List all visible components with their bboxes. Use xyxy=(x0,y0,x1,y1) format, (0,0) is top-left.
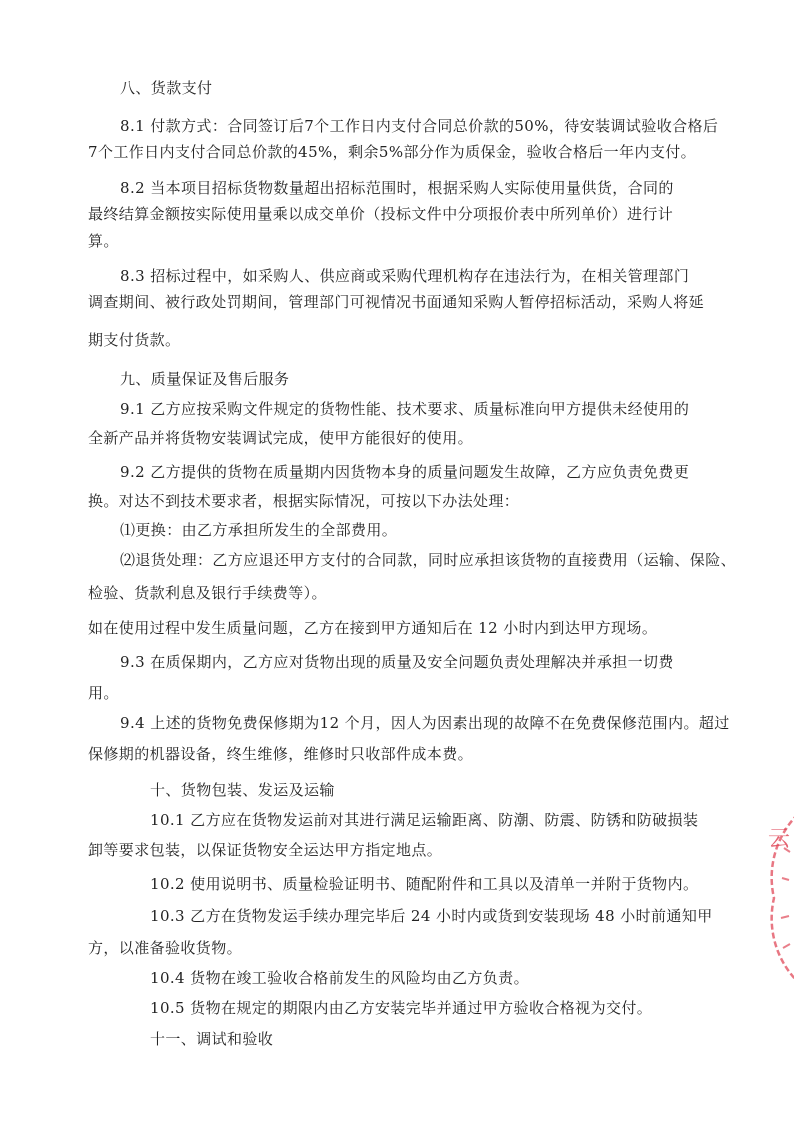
section-11-heading: 十一、调试和验收 xyxy=(150,1030,274,1048)
section-8-heading: 八、货款支付 xyxy=(120,79,213,97)
clause-9-1-line-2: 全新产品并将货物安装调试完成，使甲方能很好的使用。 xyxy=(88,429,474,447)
clause-10-3-line-1: 10.3 乙方在货物发运手续办理完毕后 24 小时内或货到安装现场 48 小时前通知甲 xyxy=(150,907,713,925)
clause-9-1-line-1: 9.1 乙方应按采购文件规定的货物性能、技术要求、质量标准向甲方提供未经使用的 xyxy=(120,400,690,418)
seal-text: 云 xyxy=(768,827,791,852)
clause-9-4-line-2: 保修期的机器设备，终生维修，维修时只收部件成本费。 xyxy=(88,745,474,763)
clause-9-2-item-1: ⑴更换：由乙方承担所发生的全部费用。 xyxy=(120,521,398,539)
clause-8-1-line-2: 7个工作日内支付合同总价款的45%，剩余5%部分作为质保金，验收合格后一年内支付。 xyxy=(88,143,697,161)
clause-9-4-line-1: 9.4 上述的货物免费保修期为12 个月，因人为因素出现的故障不在免费保修范围内。超过 xyxy=(120,714,730,732)
clause-10-3-line-2: 方，以准备验收货物。 xyxy=(88,939,243,957)
clause-8-2-line-2: 最终结算金额按实际使用量乘以成交单价（投标文件中分项报价表中所列单价）进行计 xyxy=(88,205,674,223)
clause-10-5: 10.5 货物在规定的期限内由乙方安装完毕并通过甲方验收合格视为交付。 xyxy=(150,999,653,1017)
clause-8-3-line-3: 期支付货款。 xyxy=(88,331,181,349)
red-seal-fragment xyxy=(764,808,794,988)
clause-8-2-line-1: 8.2 当本项目招标货物数量超出招标范围时，根据采购人实际使用量供货，合同的 xyxy=(120,179,674,197)
clause-9-2-item-2-line-1: ⑵退货处理：乙方应退还甲方支付的合同款，同时应承担该货物的直接费用（运输、保险、 xyxy=(120,551,737,569)
clause-10-2: 10.2 使用说明书、质量检验证明书、随配附件和工具以及清单一并附于货物内。 xyxy=(150,875,699,893)
clause-8-3-line-1: 8.3 招标过程中，如采购人、供应商或采购代理机构存在违法行为，在相关管理部门 xyxy=(120,267,690,285)
clause-8-1-line-1: 8.1 付款方式：合同签订后7个工作日内支付合同总价款的50%，待安装调试验收合格后 xyxy=(120,117,719,135)
clause-10-1-line-2: 卸等要求包装，以保证货物安全运达甲方指定地点。 xyxy=(88,841,443,859)
clause-10-1-line-1: 10.1 乙方应在货物发运前对其进行满足运输距离、防潮、防震、防锈和防破损装 xyxy=(150,811,699,829)
clause-9-2-item-2-line-2: 检验、货款利息及银行手续费等）。 xyxy=(88,584,327,602)
clause-9-3-line-1: 9.3 在质保期内，乙方应对货物出现的质量及安全问题负责处理解决并承担一切费 xyxy=(120,653,674,671)
section-9-heading: 九、质量保证及售后服务 xyxy=(120,370,290,388)
section-10-heading: 十、货物包装、发运及运输 xyxy=(150,781,335,799)
clause-9-2-response-time: 如在使用过程中发生质量问题，乙方在接到甲方通知后在 12 小时内到达甲方现场。 xyxy=(88,619,658,637)
clause-9-2-line-2: 换。对达不到技术要求者，根据实际情况，可按以下办法处理： xyxy=(88,492,520,510)
clause-10-4: 10.4 货物在竣工验收合格前发生的风险均由乙方负责。 xyxy=(150,969,529,987)
clause-9-2-line-1: 9.2 乙方提供的货物在质量期内因货物本身的质量问题发生故障，乙方应负责免费更 xyxy=(120,463,690,481)
clause-8-2-line-3: 算。 xyxy=(88,232,119,250)
clause-9-3-line-2: 用。 xyxy=(88,684,119,702)
clause-8-3-line-2: 调查期间、被行政处罚期间，管理部门可视情况书面通知采购人暂停招标活动，采购人将延 xyxy=(88,293,705,311)
